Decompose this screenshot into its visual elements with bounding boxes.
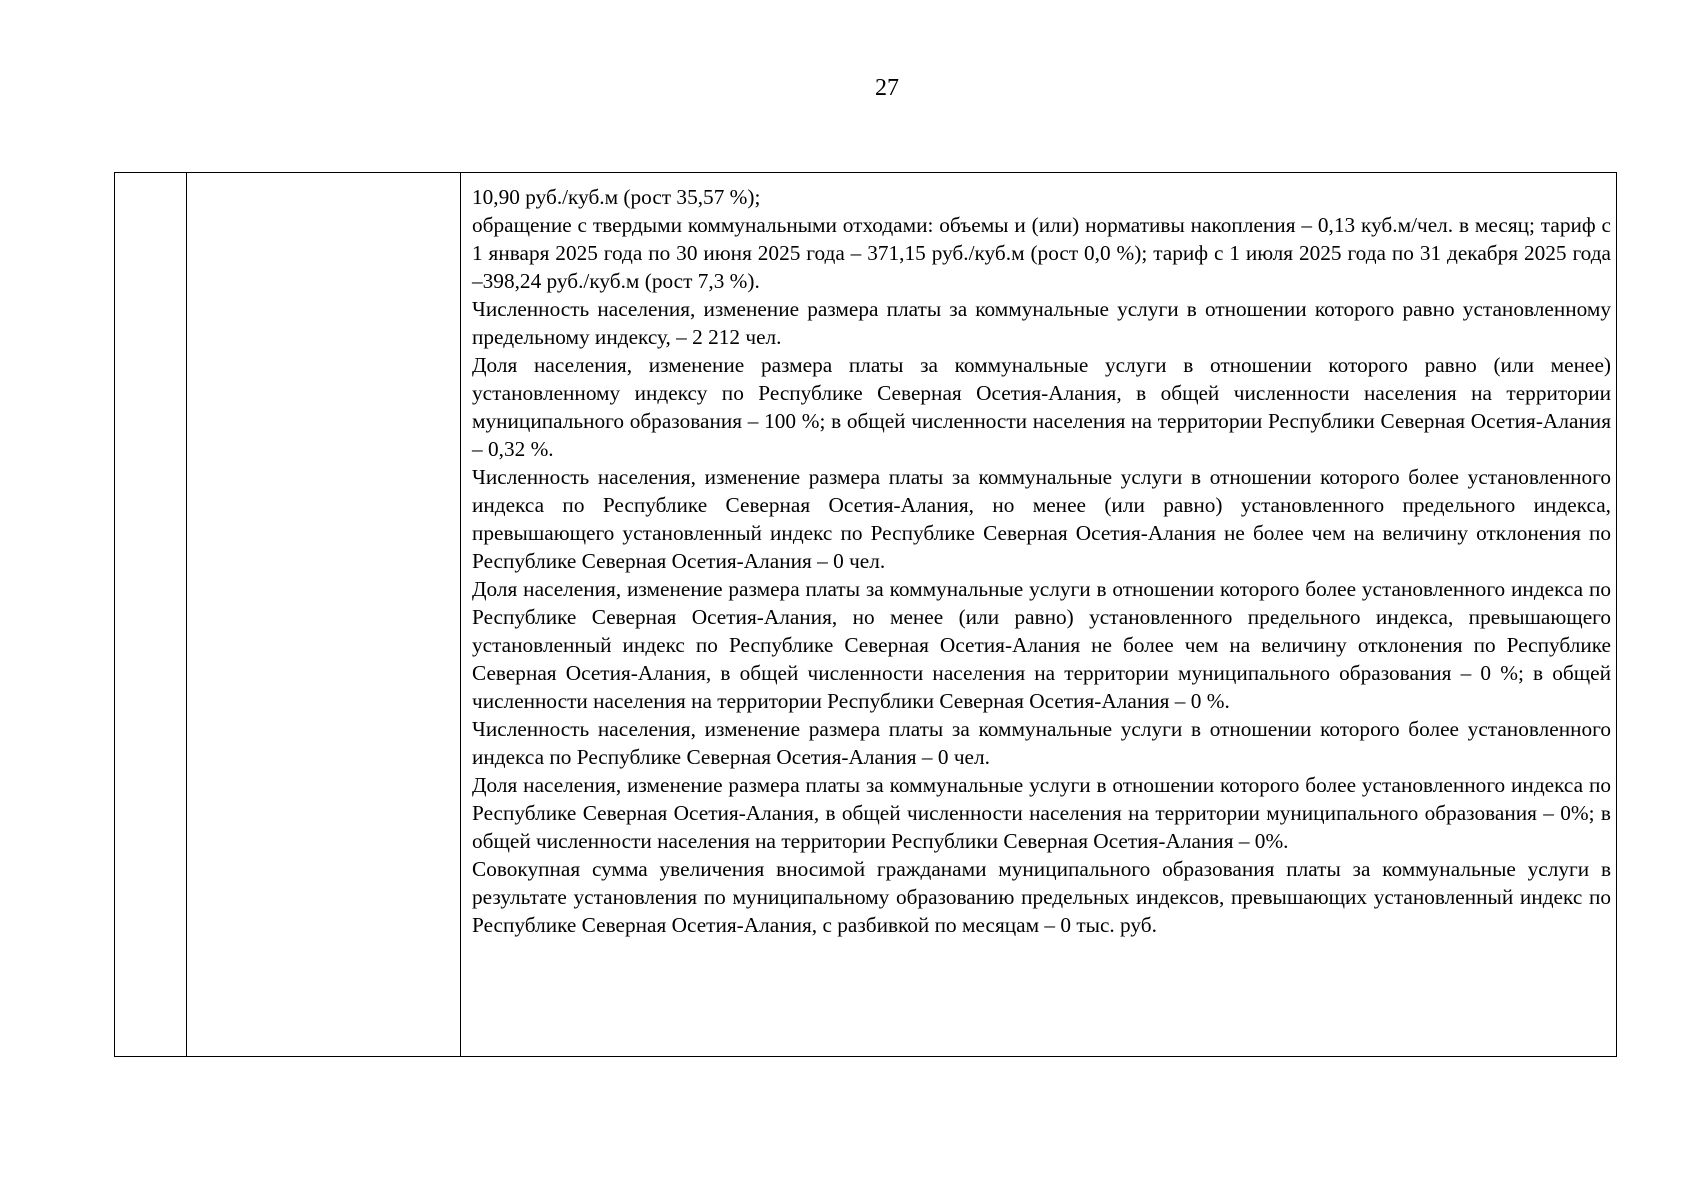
document-table [114,172,1617,1057]
paragraph-share-above-index-within-deviation: Доля населения, изменение размера платы за коммунальные услуги в отношении которого более установленного индекса по Республике Северная Осетия-Алания, но менее (или равно) установленного предельного индекса, превышающего установленный индекс по Республике Северная Осетия-Алания не более чем на величину отклонения по Республике Северная Осетия-Алания, в общей численности населения на территории муниципального образования – 0 %; в общей численности населения на территории Республики Северная Осетия-Алания – 0 %. [472,577,1611,713]
paragraph-tariff-continuation: 10,90 руб./куб.м (рост 35,57 %); [472,185,761,209]
paragraph-share-equal-or-less: Доля населения, изменение размера платы за коммунальные услуги в отношении которого равно (или менее) установленному индексу по Республике Северная Осетия-Алания, в общей численности населения на территории муниципального образования – 100 %; в общей численности населения на территории Республики Северная Осетия-Алания – 0,32 %. [472,353,1611,461]
table-cell-name [187,173,461,1056]
paragraph-total-increase: Совокупная сумма увеличения вносимой гражданами муниципального образования платы за коммунальные услуги в результате установления по муниципальному образованию предельных индексов, превышающих установленный индекс по Республике Северная Осетия-Алания, с разбивкой по месяцам – 0 тыс. руб. [472,857,1611,937]
table-cell-number [115,173,187,1056]
paragraph-population-above-index-within-deviation: Численность населения, изменение размера платы за коммунальные услуги в отношении которого более установленного индекса по Республике Северная Осетия-Алания, но менее (или равно) установленного предельного индекса, превышающего установленный индекс по Республике Северная Осетия-Алания не более чем на величину отклонения по Республике Северная Осетия-Алания – 0 чел. [472,465,1611,573]
table-cell-content [461,173,1616,1056]
paragraph-share-above-index: Доля населения, изменение размера платы за коммунальные услуги в отношении которого более установленного индекса по Республике Северная Осетия-Алания, в общей численности населения на территории муниципального образования – 0%; в общей численности населения на территории Республики Северная Осетия-Алания – 0%. [472,773,1611,853]
paragraph-population-above-index: Численность населения, изменение размера платы за коммунальные услуги в отношении которого более установленного индекса по Республике Северная Осетия-Алания – 0 чел. [472,717,1611,769]
paragraph-population-equal-limit: Численность населения, изменение размера платы за коммунальные услуги в отношении которого равно установленному предельному индексу, – 2 212 чел. [472,297,1611,349]
page-number: 27 [875,75,899,101]
paragraph-solid-waste: обращение с твердыми коммунальными отходами: объемы и (или) нормативы накопления – 0,13 куб.м/чел. в месяц; тариф с 1 января 2025 года по 30 июня 2025 года – 371,15 руб./куб.м (рост 0,0 %); тариф с 1 июля 2025 года по 31 декабря 2025 года –398,24 руб./куб.м (рост 7,3 %). [472,213,1611,293]
